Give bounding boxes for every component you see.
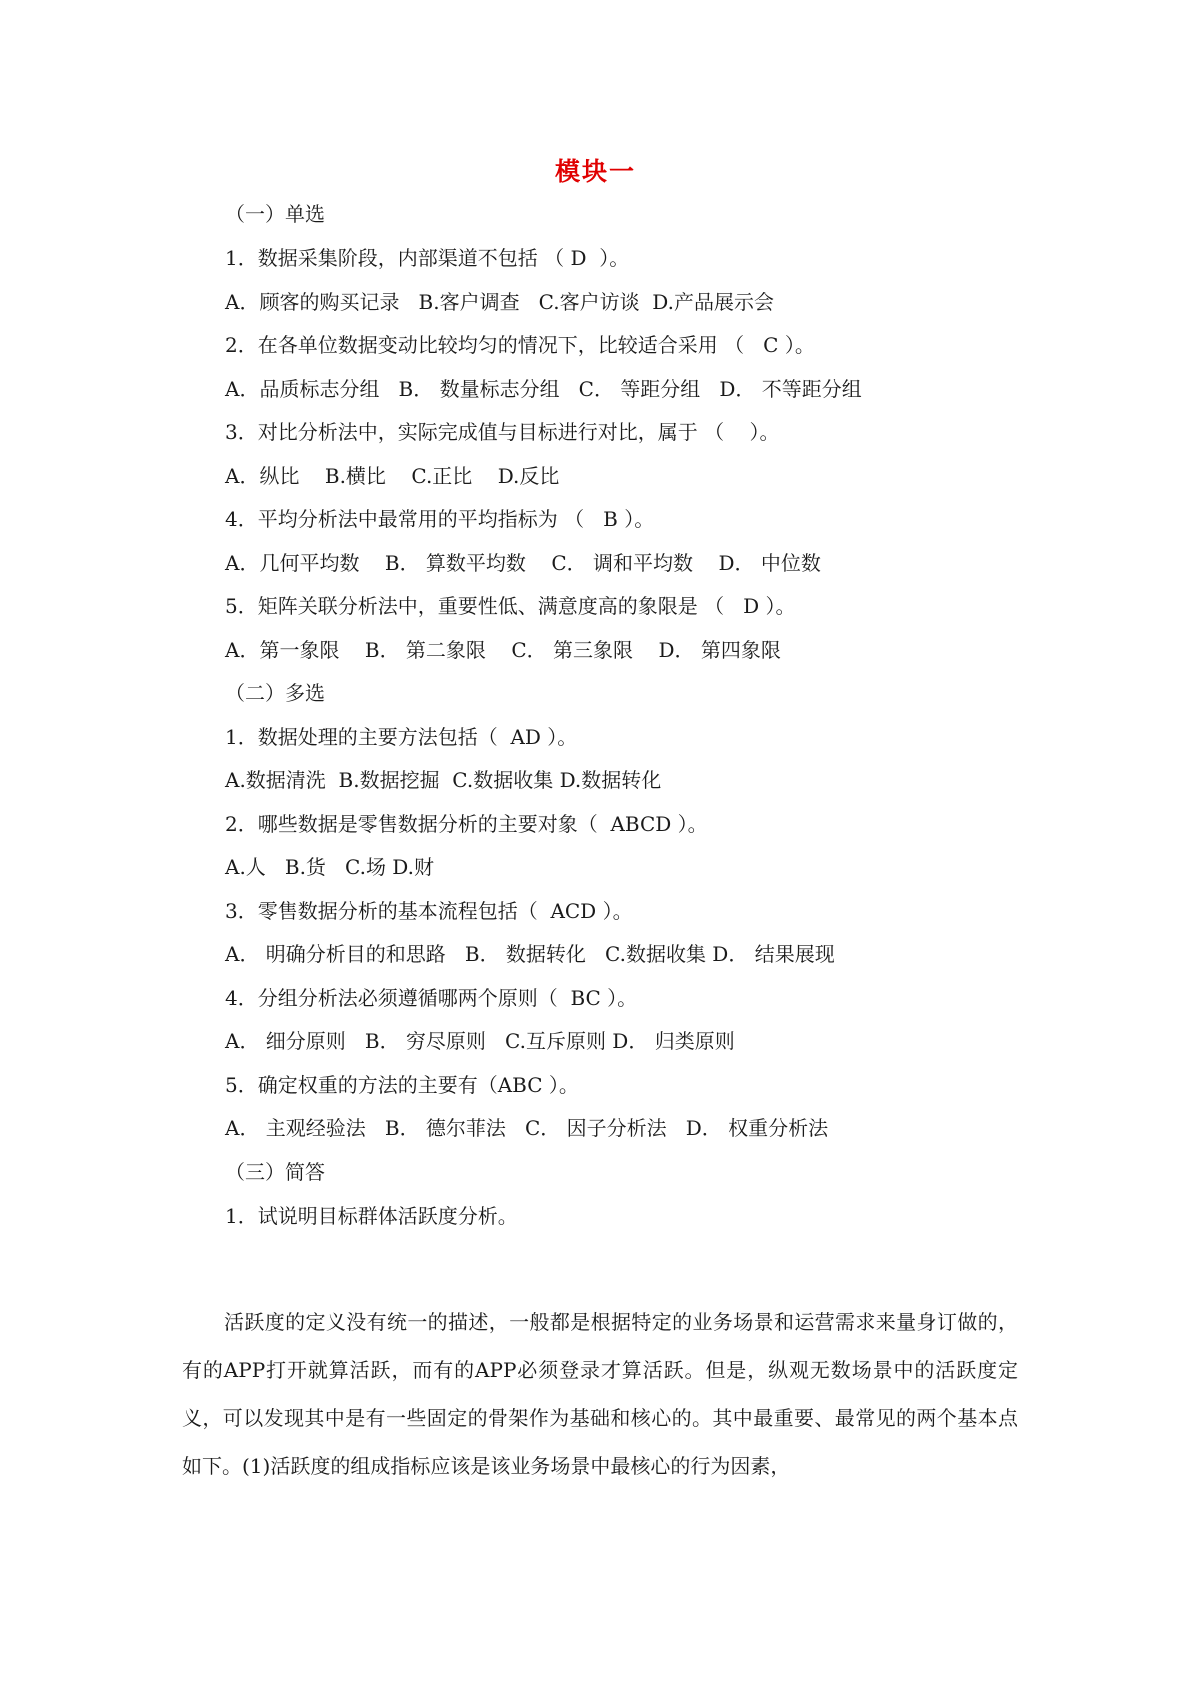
- options-line: A． 细分原则 B． 穷尽原则 C.互斥原则 D． 归类原则: [225, 1029, 735, 1053]
- options-line: A．品质标志分组 B． 数量标志分组 C． 等距分组 D． 不等距分组: [225, 377, 862, 401]
- options-line: A． 明确分析目的和思路 B． 数据转化 C.数据收集 D． 结果展现: [225, 942, 835, 966]
- section-heading-single-choice: （一）单选: [225, 202, 325, 226]
- options-line: A.人 B.货 C.场 D.财: [225, 855, 434, 879]
- question-line: 1．试说明目标群体活跃度分析。: [225, 1204, 518, 1228]
- question-line: 3．零售数据分析的基本流程包括（ ACD ）。: [225, 899, 633, 923]
- options-line: A．几何平均数 B． 算数平均数 C． 调和平均数 D． 中位数: [225, 551, 821, 575]
- question-line: 3．对比分析法中，实际完成值与目标进行对比，属于 （ ）。: [225, 420, 780, 444]
- question-line: 4．平均分析法中最常用的平均指标为 （ B ）。: [225, 507, 655, 531]
- question-line: 2．在各单位数据变动比较均匀的情况下，比较适合采用 （ C ）。: [225, 333, 815, 357]
- question-line: 1．数据处理的主要方法包括（ AD ）。: [225, 725, 578, 749]
- question-line: 1．数据采集阶段，内部渠道不包括 （ D ）。: [225, 246, 630, 270]
- options-line: A．纵比 B.横比 C.正比 D.反比: [225, 464, 560, 488]
- section-heading-multiple-choice: （二）多选: [225, 681, 325, 705]
- options-line: A．第一象限 B． 第二象限 C． 第三象限 D． 第四象限: [225, 638, 781, 662]
- question-line: 5．矩阵关联分析法中，重要性低、满意度高的象限是 （ D ）。: [225, 594, 796, 618]
- options-line: A． 主观经验法 B． 德尔菲法 C． 因子分析法 D． 权重分析法: [225, 1116, 829, 1140]
- options-line: A.数据清洗 B.数据挖掘 C.数据收集 D.数据转化: [225, 768, 662, 792]
- question-line: 5．确定权重的方法的主要有（ABC ）。: [225, 1073, 579, 1097]
- question-line: 4．分组分析法必须遵循哪两个原则（ BC ）。: [225, 986, 638, 1010]
- question-line: 2．哪些数据是零售数据分析的主要对象（ ABCD ）。: [225, 812, 708, 836]
- options-line: A．顾客的购买记录 B.客户调查 C.客户访谈 D.产品展示会: [225, 290, 774, 314]
- page-title: 模块一: [554, 157, 636, 186]
- answer-paragraph: 活跃度的定义没有统一的描述，一般都是根据特定的业务场景和运营需求来量身订做的，有的APP打开就算活跃，而有的APP必须登录才算活跃。但是，纵观无数场景中的活跃度定义，可以发现其中是有一些固定的骨架作为基础和核心的。其中最重要、最常见的两个基本点如下。(1)活跃度的组成指标应该是该业务场景中最核心的行为因素，: [182, 1310, 1018, 1478]
- section-heading-short-answer: （三）简答: [225, 1160, 325, 1184]
